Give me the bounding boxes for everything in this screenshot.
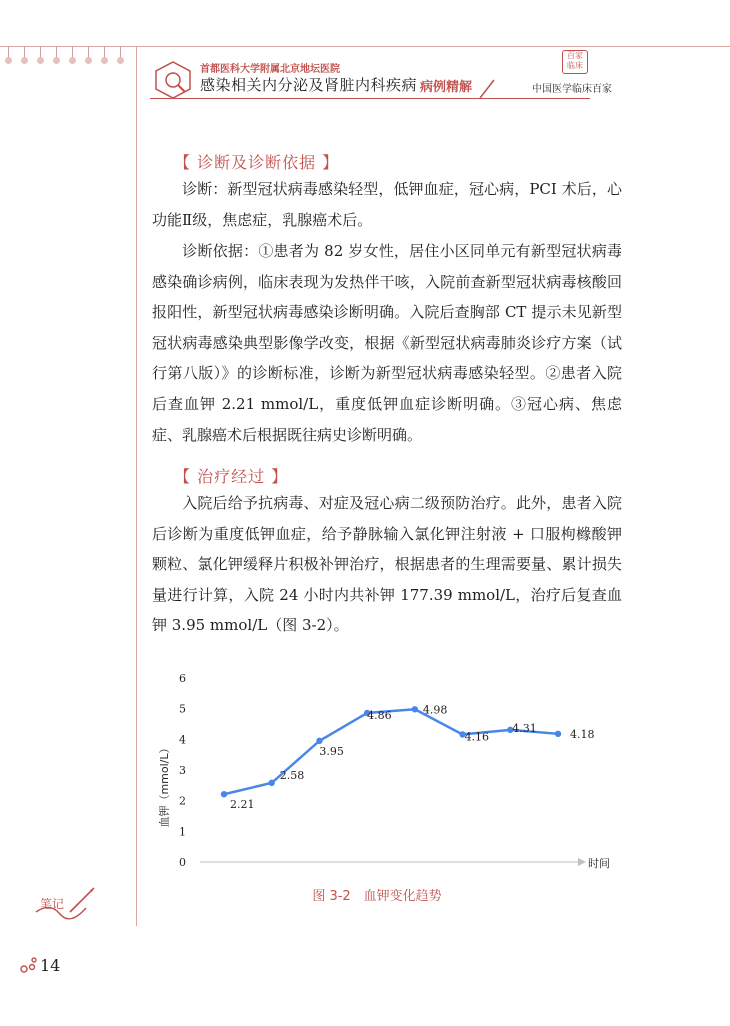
basis-text: 诊断依据：①患者为 82 岁女性，居住小区同单元有新型冠状病毒感染确诊病例，临床表现为发热伴干咳，入院前查新型冠状病毒核酸回报阳性，新型冠状病毒感染诊断明确。入院后查胸部 CT 提示未见新型冠状病毒感染典型影像学改变，根据《新型冠状病毒肺炎诊疗方案（试行第八版）》的诊断标准，诊断为新型冠状病毒感染轻型。②患者入院后查血钾 2.21 mmol/L，重度低钾血症诊断明确。③冠心病、焦虑症、乳腺癌术后根据既往病史诊断明确。 [152, 242, 622, 444]
margin-pin [120, 47, 121, 59]
data-label: 4.98 [422, 703, 448, 717]
x-axis-label: 时间 [588, 857, 610, 870]
data-point [555, 731, 561, 737]
y-tick-label: 2 [179, 794, 186, 808]
basis-paragraph [152, 236, 622, 450]
margin-pin [72, 47, 73, 59]
potassium-trend-chart [160, 660, 610, 880]
header-tag: 病例精解 [420, 80, 473, 95]
diagnosis-heading: 【 诊断及诊断依据 】 [174, 153, 340, 172]
data-label: 2.21 [230, 798, 255, 812]
y-tick-label: 1 [179, 825, 186, 839]
margin-pin [56, 47, 57, 59]
data-label: 4.31 [512, 721, 537, 735]
margin-pin [40, 47, 41, 59]
margin-pin [88, 47, 89, 59]
page-number: 14 [40, 956, 61, 975]
data-point [316, 738, 322, 744]
data-point [412, 706, 418, 712]
x-axis-arrow-icon [578, 858, 586, 866]
margin-pin [24, 47, 25, 59]
margin-rule [136, 46, 137, 926]
notes-pen-icon [30, 882, 100, 926]
margin-pin [104, 47, 105, 59]
margin-pin [8, 47, 9, 59]
data-label: 3.95 [319, 744, 344, 758]
header-underline [150, 98, 590, 99]
header-book-title: 感染相关内分泌及肾脏内科疾病 [200, 76, 418, 94]
header-series: 中国医学临床百家 [532, 84, 612, 95]
y-tick-label: 0 [179, 856, 186, 869]
hospital-logo-icon [152, 60, 194, 100]
data-label: 2.58 [279, 768, 305, 782]
data-point [269, 780, 275, 786]
data-label: 4.86 [367, 708, 392, 722]
y-tick-label: 3 [179, 764, 186, 777]
series-stamp: 百家 临床 [562, 50, 588, 74]
svg-text:笔记: 笔记 [40, 897, 65, 911]
y-tick-label: 5 [179, 702, 186, 716]
diagnosis-text: 诊断：新型冠状病毒感染轻型，低钾血症，冠心病，PCI 术后，心功能Ⅱ级，焦虑症，乳腺癌术后。 [152, 180, 622, 229]
data-label: 4.16 [464, 730, 490, 744]
diagnosis-paragraph [152, 174, 622, 235]
y-tick-label: 4 [179, 733, 186, 747]
data-label: 4.18 [570, 727, 595, 741]
y-axis-label: 血钾（mmol/L） [158, 742, 171, 828]
y-tick-label: 6 [179, 672, 186, 685]
figure-caption: 图 3-2 血钾变化趋势 [312, 889, 442, 904]
page-ornament-icon [20, 957, 38, 973]
header-rule [0, 46, 730, 47]
header-slash-icon [478, 78, 498, 100]
header-institution: 首都医科大学附属北京地坛医院 [200, 64, 340, 75]
treatment-heading: 【 治疗经过 】 [174, 467, 289, 486]
treatment-text: 入院后给予抗病毒、对症及冠心病二级预防治疗。此外，患者入院后诊断为重度低钾血症，给予静脉输入氯化钾注射液 + 口服枸橼酸钾颗粒、氯化钾缓释片积极补钾治疗，根据患者的生理需要量、累计损失量进行计算，入院 24 小时内共补钾 177.39 mmol/L，治疗后复查血钾 3.95 mmol/L（图 3-2）。 [152, 494, 622, 635]
data-point [221, 791, 227, 797]
treatment-paragraph [152, 488, 622, 641]
